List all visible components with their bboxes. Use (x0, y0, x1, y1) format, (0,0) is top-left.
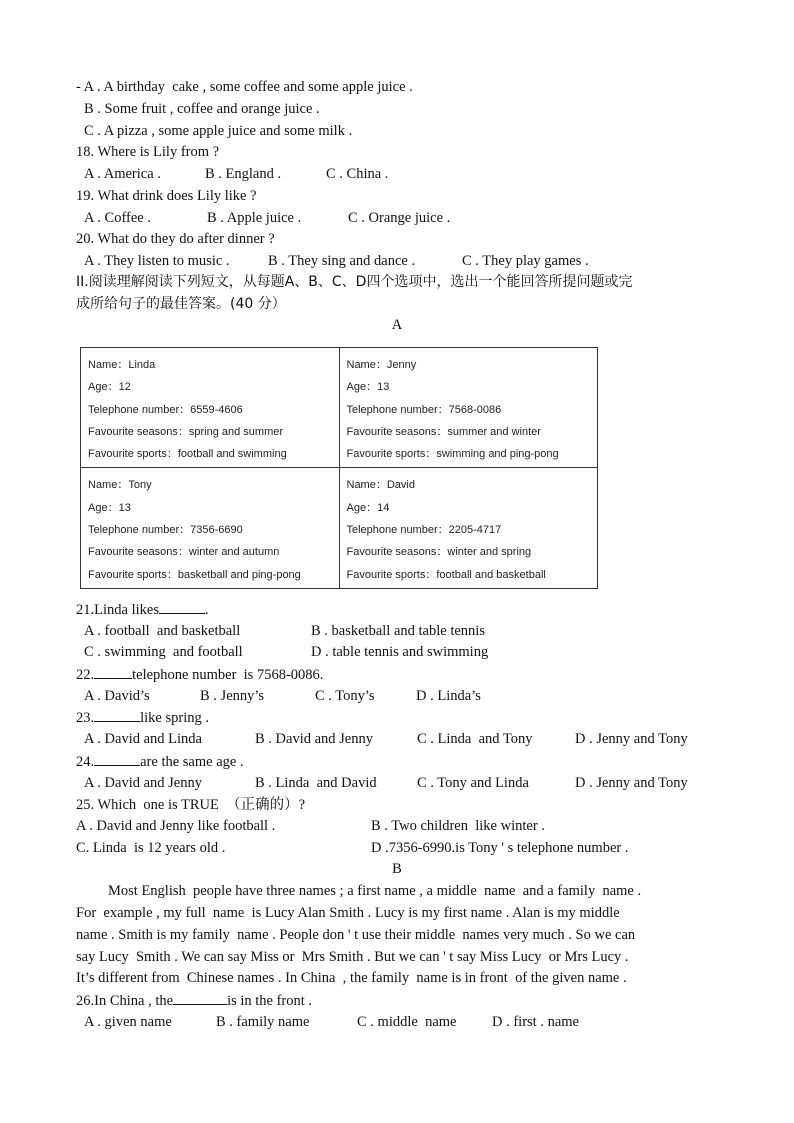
q22-option-c: C . Tony’s (315, 688, 375, 704)
section-2-instruction-line1: II.阅读理解阅读下列短文，从每题A、B、C、D四个选项中，选出一个能回答所提问题或完 (76, 274, 633, 290)
q23-option-d: D . Jenny and Tony (575, 731, 688, 747)
card-phone: Telephone number：7568-0086 (346, 403, 502, 416)
q23-option-a: A . David and Linda (84, 731, 202, 747)
card-seasons: Favourite seasons：summer and winter (346, 425, 541, 438)
card-sports: Favourite sports：basketball and ping-pong (88, 568, 301, 581)
card-seasons: Favourite seasons：winter and spring (346, 546, 532, 559)
q22-number: 22. (76, 667, 95, 683)
q22-stem-text: telephone number is 7568-0086. (132, 667, 324, 683)
q26-option-d: D . first . name (492, 1014, 579, 1030)
q24-number: 24. (76, 754, 95, 770)
q24-option-b: B . Linda and David (255, 775, 377, 791)
q25-option-b: B . Two children like winter . (371, 818, 545, 834)
passage-b-line-3: name . Smith is my family name . People don ' t use their middle names very much . So we can (76, 927, 636, 943)
q22-option-b: B . Jenny’s (200, 688, 265, 704)
answer-blank[interactable] (94, 665, 132, 679)
q17-option-c: C . A pizza , some apple juice and some milk . (84, 123, 353, 139)
q26-option-a: A . given name (84, 1014, 172, 1030)
q25-option-d: D .7356-6990.is Tony ' s telephone number . (371, 840, 629, 856)
card-name: Name：David (346, 479, 415, 492)
q18-option-c: C . China . (326, 166, 389, 182)
answer-blank[interactable] (94, 752, 140, 766)
q23-option-c: C . Linda and Tony (417, 731, 533, 747)
q26-option-c: C . middle name (357, 1014, 457, 1030)
q26-stem (76, 991, 312, 1010)
q23-option-b: B . David and Jenny (255, 731, 373, 747)
student-card-jenny (339, 348, 598, 468)
student-card-david (339, 468, 598, 588)
q22-option-d: D . Linda’s (416, 688, 481, 704)
q23-number: 23. (76, 710, 95, 726)
card-phone: Telephone number：2205-4717 (346, 524, 502, 537)
q20-option-a: A . They listen to music . (84, 253, 230, 269)
q20-option-b: B . They sing and dance . (268, 253, 416, 269)
card-sports: Favourite sports：football and basketball (346, 568, 546, 581)
q17-option-a: - A . A birthday cake , some coffee and some apple juice . (76, 79, 413, 95)
q22-stem (76, 665, 323, 684)
passage-a-title: A (391, 317, 403, 333)
card-age: Age：13 (346, 381, 390, 394)
q19-option-a: A . Coffee . (84, 210, 151, 226)
card-seasons: Favourite seasons：winter and autumn (88, 546, 280, 559)
q21-stem-end: . (204, 602, 209, 618)
q19-stem: 19. What drink does Lily like ? (76, 188, 257, 204)
card-phone: Telephone number：6559-4606 (88, 403, 243, 416)
q26-option-b: B . family name (216, 1014, 310, 1030)
q24-stem-text: are the same age . (140, 754, 244, 770)
student-card-tony (81, 468, 340, 588)
passage-b-line-2: For example , my full name is Lucy Alan Smith . Lucy is my first name . Alan is my middle (76, 905, 620, 921)
card-seasons: Favourite seasons：spring and summer (88, 425, 284, 438)
card-name: Name：Tony (88, 479, 152, 492)
q18-option-a: A . America . (84, 166, 161, 182)
card-name: Name：Jenny (346, 359, 417, 371)
card-sports: Favourite sports：swimming and ping-pong (346, 448, 559, 461)
card-age: Age：12 (88, 381, 131, 394)
passage-b-line-1: Most English people have three names ; a first name , a middle name and a family name . (108, 883, 642, 899)
q18-option-b: B . England . (205, 166, 282, 182)
card-age: Age：14 (346, 501, 390, 514)
passage-b-line-4: say Lucy Smith . We can say Miss or Mrs Smith . But we can ' t say Miss Lucy or Mrs Lucy . (76, 949, 629, 965)
q25-option-a: A . David and Jenny like football . (76, 818, 276, 834)
q17-option-b: B . Some fruit , coffee and orange juice . (84, 101, 320, 117)
answer-blank[interactable] (159, 600, 205, 614)
passage-b-line-5: It’s different from Chinese names . In China , the family name is in front of the given name . (76, 970, 627, 986)
q20-stem: 20. What do they do after dinner ? (76, 231, 275, 247)
passage-b-title: B (392, 861, 402, 877)
q24-option-c: C . Tony and Linda (417, 775, 529, 791)
q21-option-a: A . football and basketball (84, 623, 241, 639)
q19-option-c: C . Orange juice . (348, 210, 451, 226)
q21-option-d: D . table tennis and swimming (311, 644, 489, 660)
card-phone: Telephone number：7356-6690 (88, 524, 243, 537)
q19-option-b: B . Apple juice . (207, 210, 302, 226)
answer-blank[interactable] (94, 708, 140, 722)
q24-option-d: D . Jenny and Tony (575, 775, 688, 791)
q18-stem: 18. Where is Lily from ? (76, 144, 220, 160)
q22-option-a: A . David’s (84, 688, 150, 704)
q26-stem-text: 26.In China , the (76, 993, 174, 1009)
card-sports: Favourite sports：football and swimming (88, 448, 287, 461)
card-name: Name：Linda (88, 359, 156, 371)
q25-option-c: C. Linda is 12 years old . (76, 840, 226, 856)
section-2-instruction-line2: 成所给句子的最佳答案。(40 分） (76, 296, 286, 312)
q21-option-b: B . basketball and table tennis (311, 623, 485, 639)
card-age: Age：13 (88, 501, 131, 514)
student-info-table (80, 347, 598, 589)
q26-stem-end: is in the front . (227, 993, 313, 1009)
student-card-linda (81, 348, 340, 468)
q23-stem-text: like spring . (140, 710, 209, 726)
q23-stem (76, 708, 209, 727)
q20-option-c: C . They play games . (462, 253, 589, 269)
q21-option-c: C . swimming and football (84, 644, 243, 660)
answer-blank[interactable] (173, 991, 227, 1005)
q21-stem (76, 600, 209, 619)
q21-stem-text: 21.Linda likes (76, 602, 159, 618)
q25-stem: 25. Which one is TRUE （正确的）? (76, 797, 306, 813)
q24-stem (76, 752, 244, 771)
q24-option-a: A . David and Jenny (84, 775, 202, 791)
